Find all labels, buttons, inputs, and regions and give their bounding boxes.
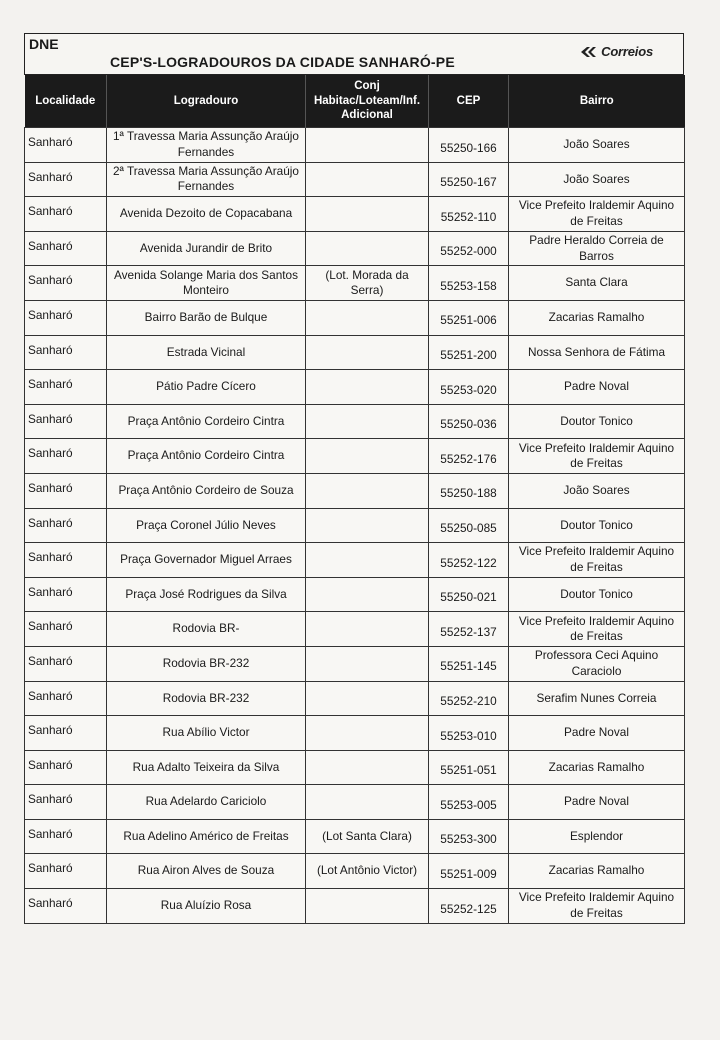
cell-bairro: Esplendor <box>509 819 685 854</box>
cell-localidade: Sanharó <box>25 577 107 612</box>
cell-adicional <box>306 889 429 924</box>
cell-cep: 55253-020 <box>429 370 509 405</box>
cell-logradouro: Rua Adalto Teixeira da Silva <box>107 750 306 785</box>
cell-bairro: Professora Ceci Aquino Caraciolo <box>509 646 685 681</box>
cell-bairro: Zacarias Ramalho <box>509 854 685 889</box>
cell-cep: 55250-085 <box>429 508 509 543</box>
cell-adicional <box>306 439 429 474</box>
cell-cep: 55252-000 <box>429 231 509 266</box>
cell-bairro: Vice Prefeito Iraldemir Aquino de Freitas <box>509 197 685 232</box>
cell-logradouro: 1ª Travessa Maria Assunção Araújo Fernandes <box>107 128 306 163</box>
cell-adicional <box>306 473 429 508</box>
cell-adicional <box>306 785 429 820</box>
cell-cep: 55252-210 <box>429 681 509 716</box>
cell-adicional <box>306 543 429 578</box>
cell-adicional <box>306 231 429 266</box>
cell-logradouro: Praça Coronel Júlio Neves <box>107 508 306 543</box>
cell-cep: 55251-006 <box>429 300 509 335</box>
cell-adicional <box>306 404 429 439</box>
cell-bairro: João Soares <box>509 162 685 197</box>
cell-adicional <box>306 681 429 716</box>
cell-bairro: Doutor Tonico <box>509 404 685 439</box>
cell-localidade: Sanharó <box>25 785 107 820</box>
cell-adicional: (Lot Santa Clara) <box>306 819 429 854</box>
cell-localidade: Sanharó <box>25 370 107 405</box>
cell-localidade: Sanharó <box>25 681 107 716</box>
cell-localidade: Sanharó <box>25 889 107 924</box>
cell-cep: 55250-167 <box>429 162 509 197</box>
table-row <box>25 889 685 924</box>
correios-logo-icon <box>580 46 598 58</box>
cep-table <box>24 75 685 924</box>
table-row <box>25 335 685 370</box>
cell-adicional <box>306 577 429 612</box>
cell-adicional <box>306 335 429 370</box>
cell-cep: 55253-300 <box>429 819 509 854</box>
cell-localidade: Sanharó <box>25 197 107 232</box>
cell-logradouro: Rodovia BR-232 <box>107 646 306 681</box>
cell-logradouro: Praça Antônio Cordeiro Cintra <box>107 404 306 439</box>
table-row <box>25 300 685 335</box>
cell-logradouro: Rua Airon Alves de Souza <box>107 854 306 889</box>
cell-cep: 55253-005 <box>429 785 509 820</box>
cell-cep: 55250-021 <box>429 577 509 612</box>
column-header-logradouro: Logradouro <box>107 75 306 128</box>
cell-localidade: Sanharó <box>25 716 107 751</box>
cell-bairro: Padre Noval <box>509 370 685 405</box>
cell-bairro: Padre Heraldo Correia de Barros <box>509 231 685 266</box>
table-row <box>25 128 685 163</box>
cell-adicional <box>306 162 429 197</box>
cell-cep: 55250-166 <box>429 128 509 163</box>
table-row <box>25 197 685 232</box>
cell-bairro: João Soares <box>509 473 685 508</box>
table-row <box>25 854 685 889</box>
cell-localidade: Sanharó <box>25 231 107 266</box>
cell-cep: 55252-122 <box>429 543 509 578</box>
cell-bairro: Doutor Tonico <box>509 577 685 612</box>
cell-adicional <box>306 300 429 335</box>
cell-bairro: Vice Prefeito Iraldemir Aquino de Freitas <box>509 543 685 578</box>
cell-localidade: Sanharó <box>25 819 107 854</box>
cell-localidade: Sanharó <box>25 404 107 439</box>
cell-logradouro: Praça Antônio Cordeiro de Souza <box>107 473 306 508</box>
column-header-bairro: Bairro <box>509 75 685 128</box>
cell-localidade: Sanharó <box>25 300 107 335</box>
cell-logradouro: Rodovia BR- <box>107 612 306 647</box>
cell-adicional <box>306 612 429 647</box>
table-row <box>25 231 685 266</box>
document-header <box>24 33 684 75</box>
cell-adicional <box>306 197 429 232</box>
cell-bairro: Nossa Senhora de Fátima <box>509 335 685 370</box>
cell-bairro: Zacarias Ramalho <box>509 750 685 785</box>
table-row <box>25 404 685 439</box>
cell-bairro: Vice Prefeito Iraldemir Aquino de Freitas <box>509 612 685 647</box>
column-header-adicional: Conj Habitac/Loteam/Inf. Adicional <box>306 75 429 128</box>
cell-logradouro: Pátio Padre Cícero <box>107 370 306 405</box>
cell-adicional <box>306 716 429 751</box>
table-row <box>25 750 685 785</box>
table-row <box>25 162 685 197</box>
cell-logradouro: Rua Abílio Victor <box>107 716 306 751</box>
cell-bairro: Padre Noval <box>509 785 685 820</box>
cell-logradouro: Avenida Dezoito de Copacabana <box>107 197 306 232</box>
cell-cep: 55252-125 <box>429 889 509 924</box>
cell-cep: 55253-010 <box>429 716 509 751</box>
cell-localidade: Sanharó <box>25 750 107 785</box>
cell-bairro: Vice Prefeito Iraldemir Aquino de Freitas <box>509 439 685 474</box>
table-body <box>25 128 685 924</box>
table-row <box>25 819 685 854</box>
cell-localidade: Sanharó <box>25 128 107 163</box>
table-row <box>25 681 685 716</box>
cell-logradouro: Praça Antônio Cordeiro Cintra <box>107 439 306 474</box>
cell-localidade: Sanharó <box>25 162 107 197</box>
cell-adicional: (Lot Antônio Victor) <box>306 854 429 889</box>
table-row <box>25 266 685 301</box>
cell-bairro: Serafim Nunes Correia <box>509 681 685 716</box>
table-row <box>25 370 685 405</box>
cell-adicional <box>306 750 429 785</box>
cell-bairro: João Soares <box>509 128 685 163</box>
cell-localidade: Sanharó <box>25 439 107 474</box>
column-header-cep: CEP <box>429 75 509 128</box>
cell-localidade: Sanharó <box>25 854 107 889</box>
cell-localidade: Sanharó <box>25 543 107 578</box>
cell-adicional <box>306 128 429 163</box>
table-row <box>25 785 685 820</box>
cell-cep: 55251-145 <box>429 646 509 681</box>
cell-cep: 55252-176 <box>429 439 509 474</box>
table-row <box>25 543 685 578</box>
correios-logo <box>580 44 653 59</box>
column-header-localidade: Localidade <box>25 75 107 128</box>
document-sheet <box>24 33 684 924</box>
document-title: CEP'S-LOGRADOUROS DA CIDADE SANHARÓ-PE <box>110 54 455 70</box>
cell-cep: 55253-158 <box>429 266 509 301</box>
cell-logradouro: Rodovia BR-232 <box>107 681 306 716</box>
table-row <box>25 716 685 751</box>
table-row <box>25 439 685 474</box>
cell-cep: 55251-200 <box>429 335 509 370</box>
cell-cep: 55250-188 <box>429 473 509 508</box>
cell-cep: 55250-036 <box>429 404 509 439</box>
table-row <box>25 646 685 681</box>
cell-logradouro: Rua Aluízio Rosa <box>107 889 306 924</box>
table-row <box>25 577 685 612</box>
table-header-row <box>25 75 685 128</box>
cell-bairro: Santa Clara <box>509 266 685 301</box>
cell-logradouro: Avenida Jurandir de Brito <box>107 231 306 266</box>
cell-adicional: (Lot. Morada da Serra) <box>306 266 429 301</box>
cell-localidade: Sanharó <box>25 612 107 647</box>
cell-logradouro: Rua Adelino Américo de Freitas <box>107 819 306 854</box>
cell-localidade: Sanharó <box>25 335 107 370</box>
cell-logradouro: Avenida Solange Maria dos Santos Monteiro <box>107 266 306 301</box>
cell-logradouro: Praça Governador Miguel Arraes <box>107 543 306 578</box>
cell-logradouro: Rua Adelardo Cariciolo <box>107 785 306 820</box>
table-row <box>25 473 685 508</box>
dne-label: DNE <box>29 36 59 52</box>
cell-logradouro: Praça José Rodrigues da Silva <box>107 577 306 612</box>
cell-adicional <box>306 508 429 543</box>
cell-cep: 55252-137 <box>429 612 509 647</box>
cell-logradouro: 2ª Travessa Maria Assunção Araújo Fernandes <box>107 162 306 197</box>
cell-localidade: Sanharó <box>25 646 107 681</box>
cell-localidade: Sanharó <box>25 473 107 508</box>
cell-adicional <box>306 646 429 681</box>
table-row <box>25 612 685 647</box>
cell-cep: 55251-051 <box>429 750 509 785</box>
cell-localidade: Sanharó <box>25 266 107 301</box>
cell-adicional <box>306 370 429 405</box>
cell-logradouro: Bairro Barão de Bulque <box>107 300 306 335</box>
correios-logo-text: Correios <box>601 44 653 59</box>
cell-cep: 55252-110 <box>429 197 509 232</box>
cell-localidade: Sanharó <box>25 508 107 543</box>
cell-logradouro: Estrada Vicinal <box>107 335 306 370</box>
cell-bairro: Doutor Tonico <box>509 508 685 543</box>
cell-cep: 55251-009 <box>429 854 509 889</box>
cell-bairro: Padre Noval <box>509 716 685 751</box>
cell-bairro: Vice Prefeito Iraldemir Aquino de Freitas <box>509 889 685 924</box>
table-row <box>25 508 685 543</box>
cell-bairro: Zacarias Ramalho <box>509 300 685 335</box>
